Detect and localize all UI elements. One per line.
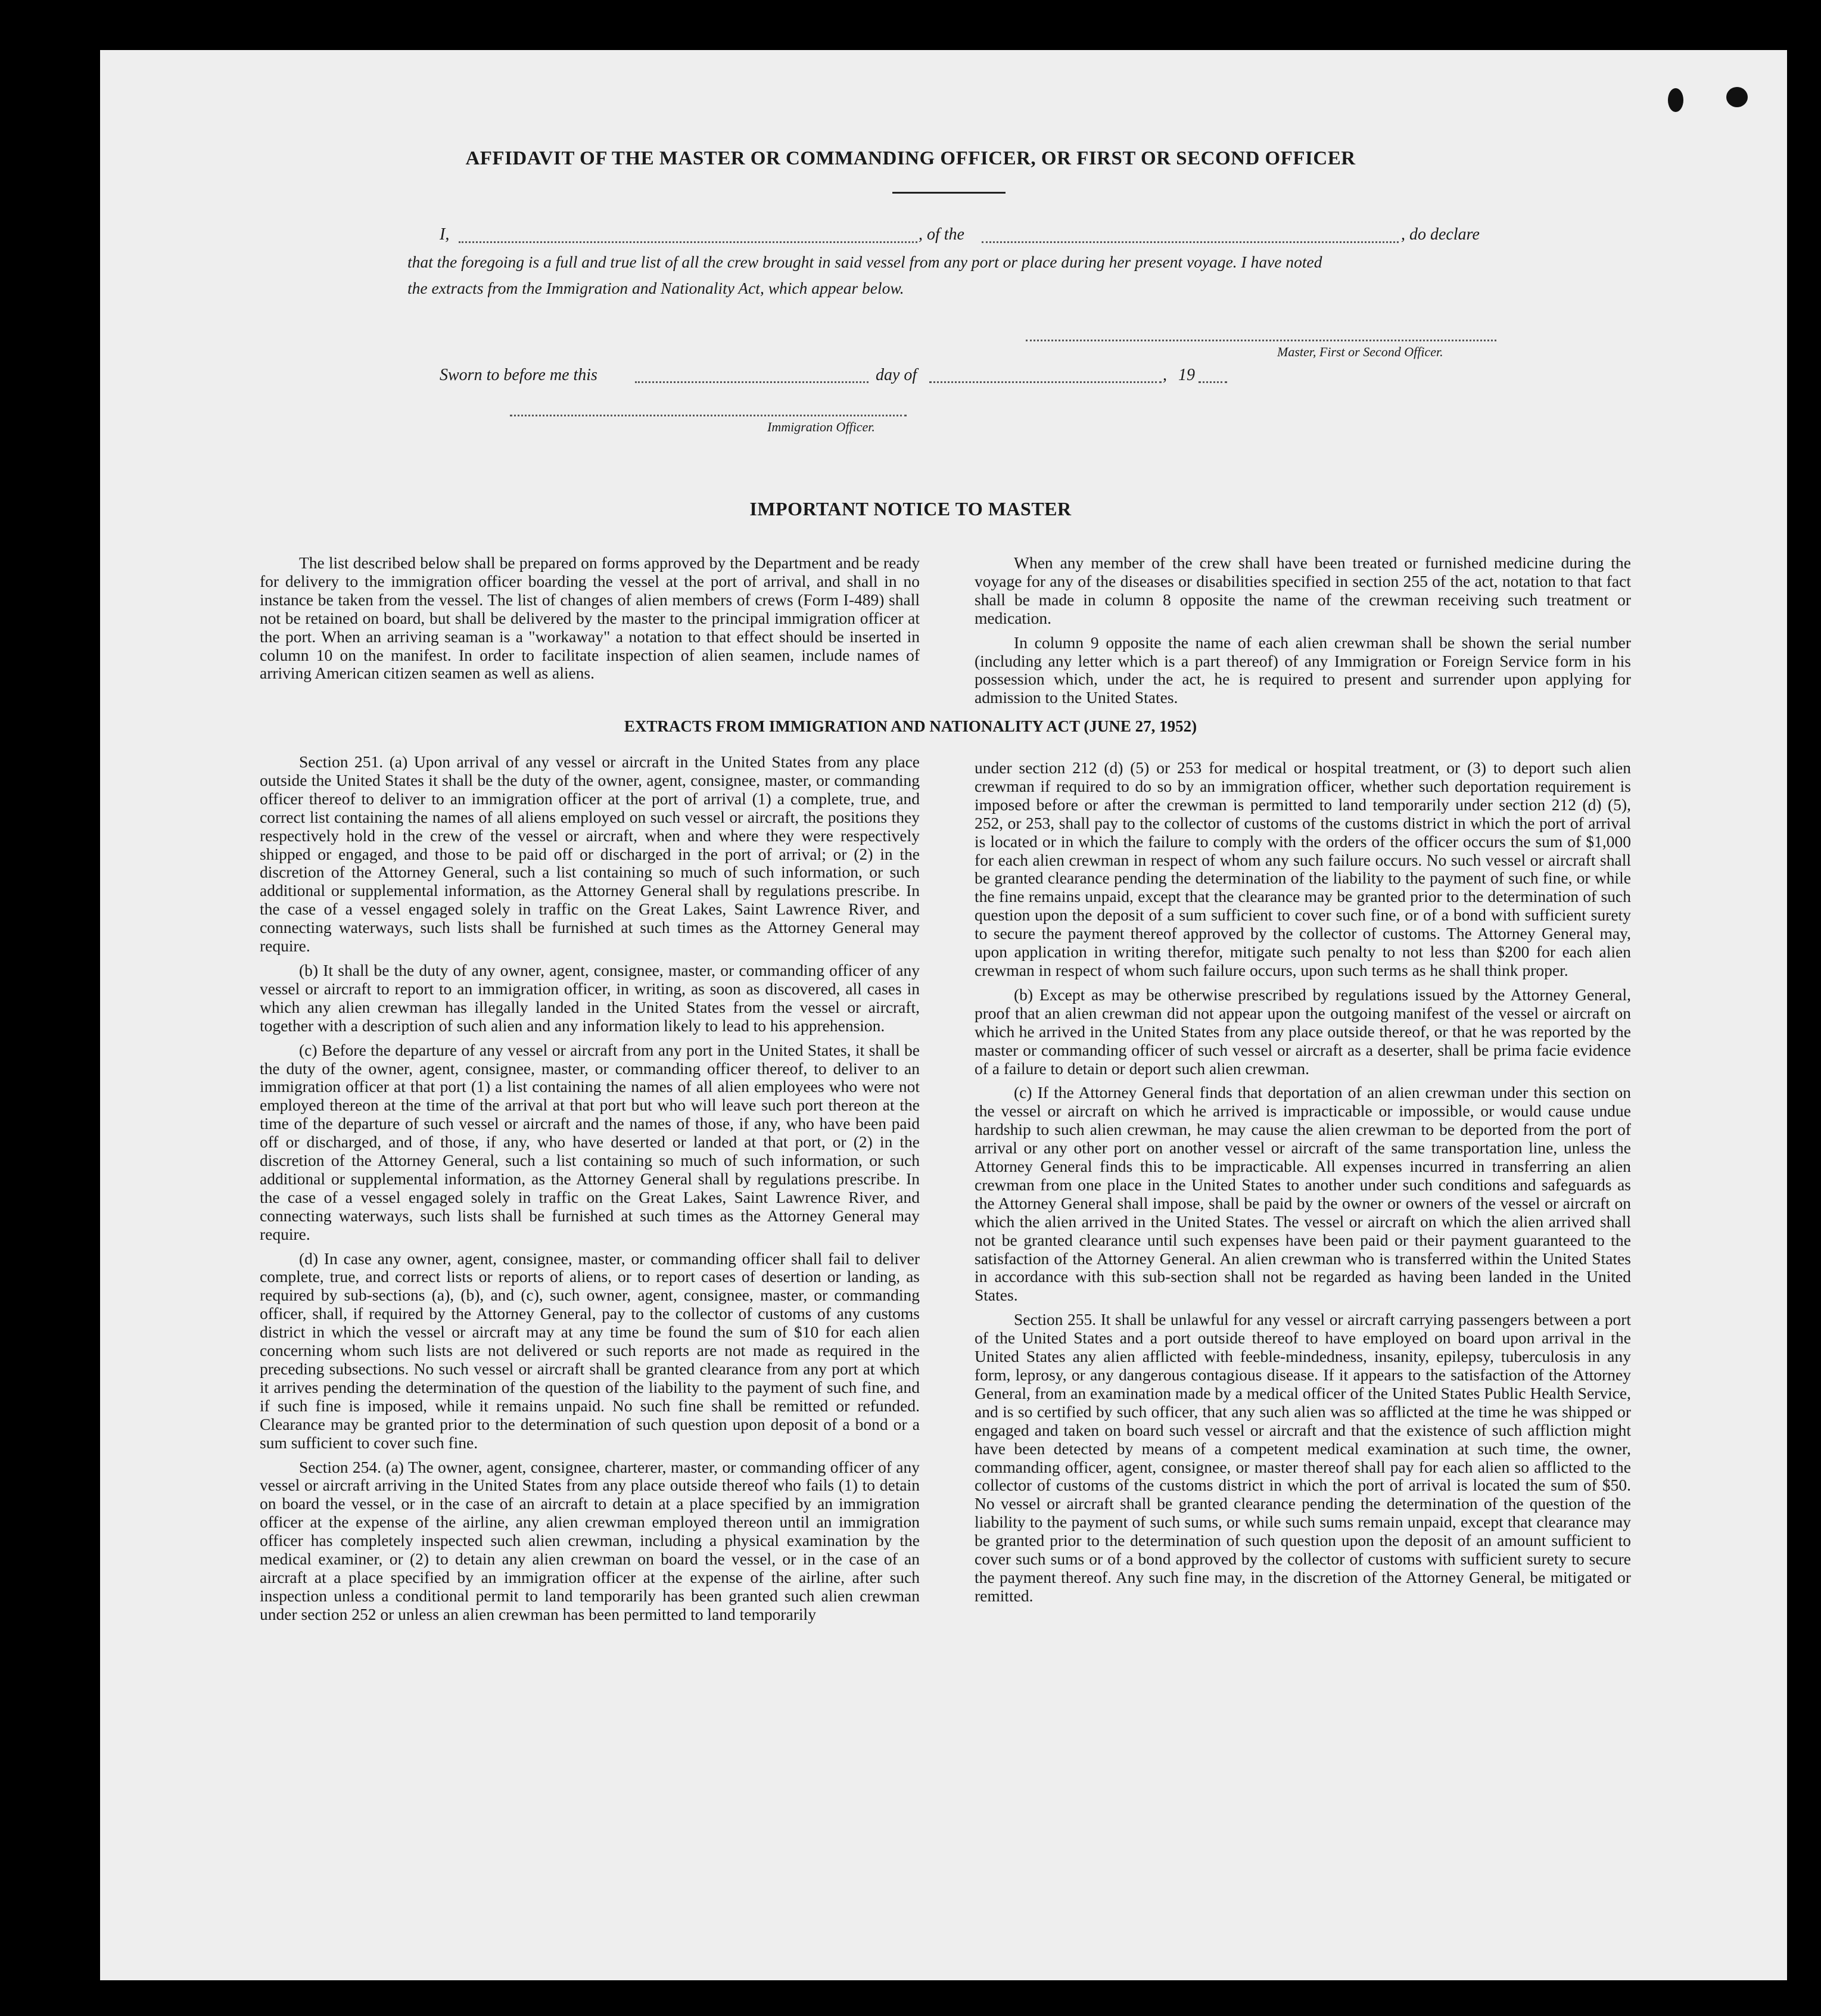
notice-right-column: [975, 554, 1631, 713]
affidavit-line-2: that the foregoing is a full and true list of all the crew brought in said vessel from any port or place during her present voyage. I have noted: [407, 253, 1322, 271]
name-blank: [459, 241, 917, 243]
ink-mark: [1726, 87, 1748, 107]
master-signature-line: [1026, 340, 1496, 341]
date-comma: ,: [1163, 366, 1167, 384]
vessel-blank: [982, 241, 1399, 243]
officer-signature-line: [510, 415, 907, 416]
extracts-left-column: [260, 753, 920, 1630]
affidavit-line-3: the extracts from the Immigration and Nationality Act, which appear below.: [407, 279, 904, 297]
extract-paragraph: under section 212 (d) (5) or 253 for medical or hospital treatment, or (3) to deport such alien crewman if required to do so by an immigration officer, whether such deportation requirement is imposed before or after the crewman is permitted to land temporarily under section 212 (d) (5), 252, or 253, shall pay to the collector of customs of the customs district in which the port of arrival is located or in which the failure to comply with the orders of the officer occurs the sum of $1,000 for each alien crewman in respect of whom any such failure occurs. No such vessel or aircraft shall be granted clearance pending the determination of the liability to the payment of such fine, or while the fine remains unpaid, except that the clearance may be granted prior to the determination of such question upon the deposit of a sum sufficient to cover such fine, or of a bond with sufficient surety to secure the payment thereof approved by the collector of customs. The Attorney General may, upon application in writing therefor, mitigate such penalty to not less than $200 for each alien crewman in respect of whom such failure occurs, upon such terms as he shall think proper.: [975, 758, 1631, 979]
officer-caption: Immigration Officer.: [767, 419, 875, 434]
notice-paragraph: In column 9 opposite the name of each alien crewman shall be shown the serial number (including any letter which is a part thereof) of any Immigration or Foreign Service form in his possession which, under the act, he is required to present and surrender upon applying for admission to the United States.: [975, 633, 1631, 707]
year-label: 19: [1178, 366, 1195, 384]
affidavit-i: I,: [440, 225, 450, 244]
sworn-day-blank: [635, 381, 869, 383]
notice-title: IMPORTANT NOTICE TO MASTER: [749, 498, 1072, 519]
master-caption: Master, First or Second Officer.: [1277, 344, 1443, 359]
sworn-label: Sworn to before me this: [440, 366, 597, 384]
year-blank: [1199, 381, 1227, 383]
affidavit-do-declare: , do declare: [1401, 225, 1480, 244]
extract-paragraph: (b) Except as may be otherwise prescribed by regulations issued by the Attorney General, proof that an alien crewman did not appear upon the outgoing manifest of the vessel or aircraft on which he arrived in the United States from any place outside thereof, or that he was reported by the master or commanding officer of such vessel or aircraft as a deserter, shall be prima facie evidence of a failure to detain or deport such alien crewman.: [975, 985, 1631, 1078]
extracts-title: EXTRACTS FROM IMMIGRATION AND NATIONALITY ACT (JUNE 27, 1952): [624, 717, 1197, 735]
month-blank: [929, 381, 1162, 383]
notice-paragraph: The list described below shall be prepared on forms approved by the Department and be ready for delivery to the immigration officer boarding the vessel at the port of arrival, and shall in no instance be taken from the vessel. The list of changes of alien members of crews (Form I-489) shall not be retained on board, but shall be delivered by the master to the principal immigration officer at the port. When an arriving seaman is a "workaway" a notation to that effect should be inserted in column 10 on the manifest. In order to facilitate inspection of alien seamen, include names of arriving American citizen seamen as well as aliens.: [260, 553, 920, 683]
affidavit-of-the: , of the: [919, 225, 964, 244]
affidavit-title: AFFIDAVIT OF THE MASTER OR COMMANDING OFFICER, OR FIRST OR SECOND OFFICER: [465, 148, 1356, 169]
extract-paragraph: Section 255. It shall be unlawful for any vessel or aircraft carrying passengers between a port of the United States and a port outside thereof to have employed on board upon arrival in the United States any alien afflicted with feeble-mindedness, insanity, epilepsy, tuberculosis in any form, leprosy, or any dangerous contagious disease. If it appears to the satisfaction of the Attorney General, from an examination made by a medical officer of the United States Public Health Service, and is so certified by such officer, that any such alien was so afflicted at the time he was shipped or engaged and taken on board such vessel or aircraft and that the existence of such affliction might have been detected by means of a competent medical examination at such time, the owner, commanding officer, agent, consignee, or master thereof shall pay for each alien so afflicted to the collector of customs of the customs district in which the port of arrival is located the sum of $50. No vessel or aircraft shall be granted clearance pending the determination of the question of the liability to the payment of such sums, or while such sums remain unpaid, except that clearance may be granted prior to the determination of such question upon the deposit of an amount sufficient to cover such sums or of a bond approved by the collector of customs with sufficient surety to secure the payment thereof. Any such fine may, in the discretion of the Attorney General, be mitigated or remitted.: [975, 1310, 1631, 1605]
extract-paragraph: Section 251. (a) Upon arrival of any vessel or aircraft in the United States from any place outside the United States it shall be the duty of the owner, agent, consignee, master, or commanding officer thereof to deliver to an immigration officer at the port of arrival (1) a complete, true, and correct list containing the names of all aliens employed on such vessel or aircraft, the positions they respectively hold in the crew of the vessel or aircraft, when and where they were respectively shipped or engaged, and those to be paid off or discharged in the port of arrival; or (2) in the discretion of the Attorney General, such a list containing so much of such information, or such additional or supplemental information, as the Attorney General shall by regulations prescribe. In the case of a vessel engaged solely in traffic on the Great Lakes, Saint Lawrence River, and connecting waterways, such lists shall be furnished at such times as the Attorney General may require.: [260, 752, 920, 956]
extract-paragraph: (b) It shall be the duty of any owner, agent, consignee, master, or commanding officer of any vessel or aircraft to report to an immigration officer, in writing, as soon as discovered, all cases in which any alien crewman has illegally landed in the United States from the vessel or aircraft, together with a description of such alien and any information likely to lead to his apprehension.: [260, 960, 920, 1035]
notice-left-column: [260, 554, 920, 689]
extract-paragraph: (c) If the Attorney General finds that deportation of an alien crewman under this section on the vessel or aircraft on which he arrived is impracticable or impossible, or would cause undue hardship to such alien crewman, he may cause the alien crewman to be deported from the port of arrival or any other port on another vessel or aircraft of the same transportation line, unless the Attorney General finds this to be impracticable. All expenses incurred in transferring an alien crewman from one place in the United States to another under such conditions and safeguards as the Attorney General shall impose, shall be paid by the owner or owners of the vessel or aircraft on which the alien arrived in the United States. The vessel or aircraft on which the alien arrived shall not be granted clearance until such expenses have been paid or their payment guaranteed to the satisfaction of the Attorney General. An alien crewman who is transferred within the United States in accordance with this sub-section shall not be regarded as having been landed in the United States.: [975, 1083, 1631, 1305]
extract-paragraph: (d) In case any owner, agent, consignee, master, or commanding officer shall fail to deliver complete, true, and correct lists or reports of aliens, or to report cases of desertion or landing, as required by sub-sections (a), (b), and (c), such owner, agent, consignee, master, or commanding officer, shall, if required by the Attorney General, pay to the collector of customs of any customs district in which the vessel or aircraft may at any time be found the sum of $10 for each alien concerning whom such lists are not delivered or such reports are not made as required in the preceding subsections. No such vessel or aircraft shall be granted clearance from any port at which it arrives pending the determination of the question of the liability to the payment of such fine, and if such fine is imposed, while it remains unpaid. No such fine shall be remitted or refunded. Clearance may be granted prior to the determination of such question upon deposit of a bond or a sum sufficient to cover such fine.: [260, 1249, 920, 1452]
title-underline: [892, 192, 1006, 194]
notice-paragraph: When any member of the crew shall have been treated or furnished medicine during the voyage for any of the diseases or disabilities specified in section 255 of the act, notation to that fact shall be made in column 8 opposite the name of the crewman receiving such treatment or medication.: [975, 553, 1631, 627]
extracts-right-column: [975, 759, 1631, 1611]
extract-paragraph: (c) Before the departure of any vessel or aircraft from any port in the United States, it shall be the duty of the owner, agent, consignee, master, or commanding officer thereof, to deliver to an immigration officer at that port (1) a list containing the names of all alien employees who were not employed thereon at the time of the arrival at that port but who will leave such port thereon at the time of the departure of such vessel or aircraft and the names of those, if any, who have been paid off or discharged, and of those, if any, who have deserted or landed at that port, or (2) in the discretion of the Attorney General, such a list containing so much of such information, or such additional or supplemental information, as the Attorney General shall by regulations prescribe. In the case of a vessel engaged solely in traffic on the Great Lakes, Saint Lawrence River, and connecting waterways, such lists shall be furnished at such times as the Attorney General may require.: [260, 1040, 920, 1243]
extract-paragraph: Section 254. (a) The owner, agent, consignee, charterer, master, or commanding officer of any vessel or aircraft arriving in the United States from any place outside thereof who fails (1) to detain on board the vessel, or in the case of an aircraft to detain at a place specified by an immigration officer at the expense of the airline, any alien crewman employed thereon until an immigration officer has completely inspected such alien crewman, including a physical examination by the medical examiner, or (2) to detain any alien crewman on board the vessel, or in the case of an aircraft at a place specified by an immigration officer at the expense of the airline, after such inspection unless a conditional permit to land temporarily has been granted such alien crewman under section 252 or unless an alien crewman has been permitted to land temporarily: [260, 1457, 920, 1623]
day-of-label: day of: [876, 366, 917, 384]
ink-mark: [1668, 88, 1683, 112]
